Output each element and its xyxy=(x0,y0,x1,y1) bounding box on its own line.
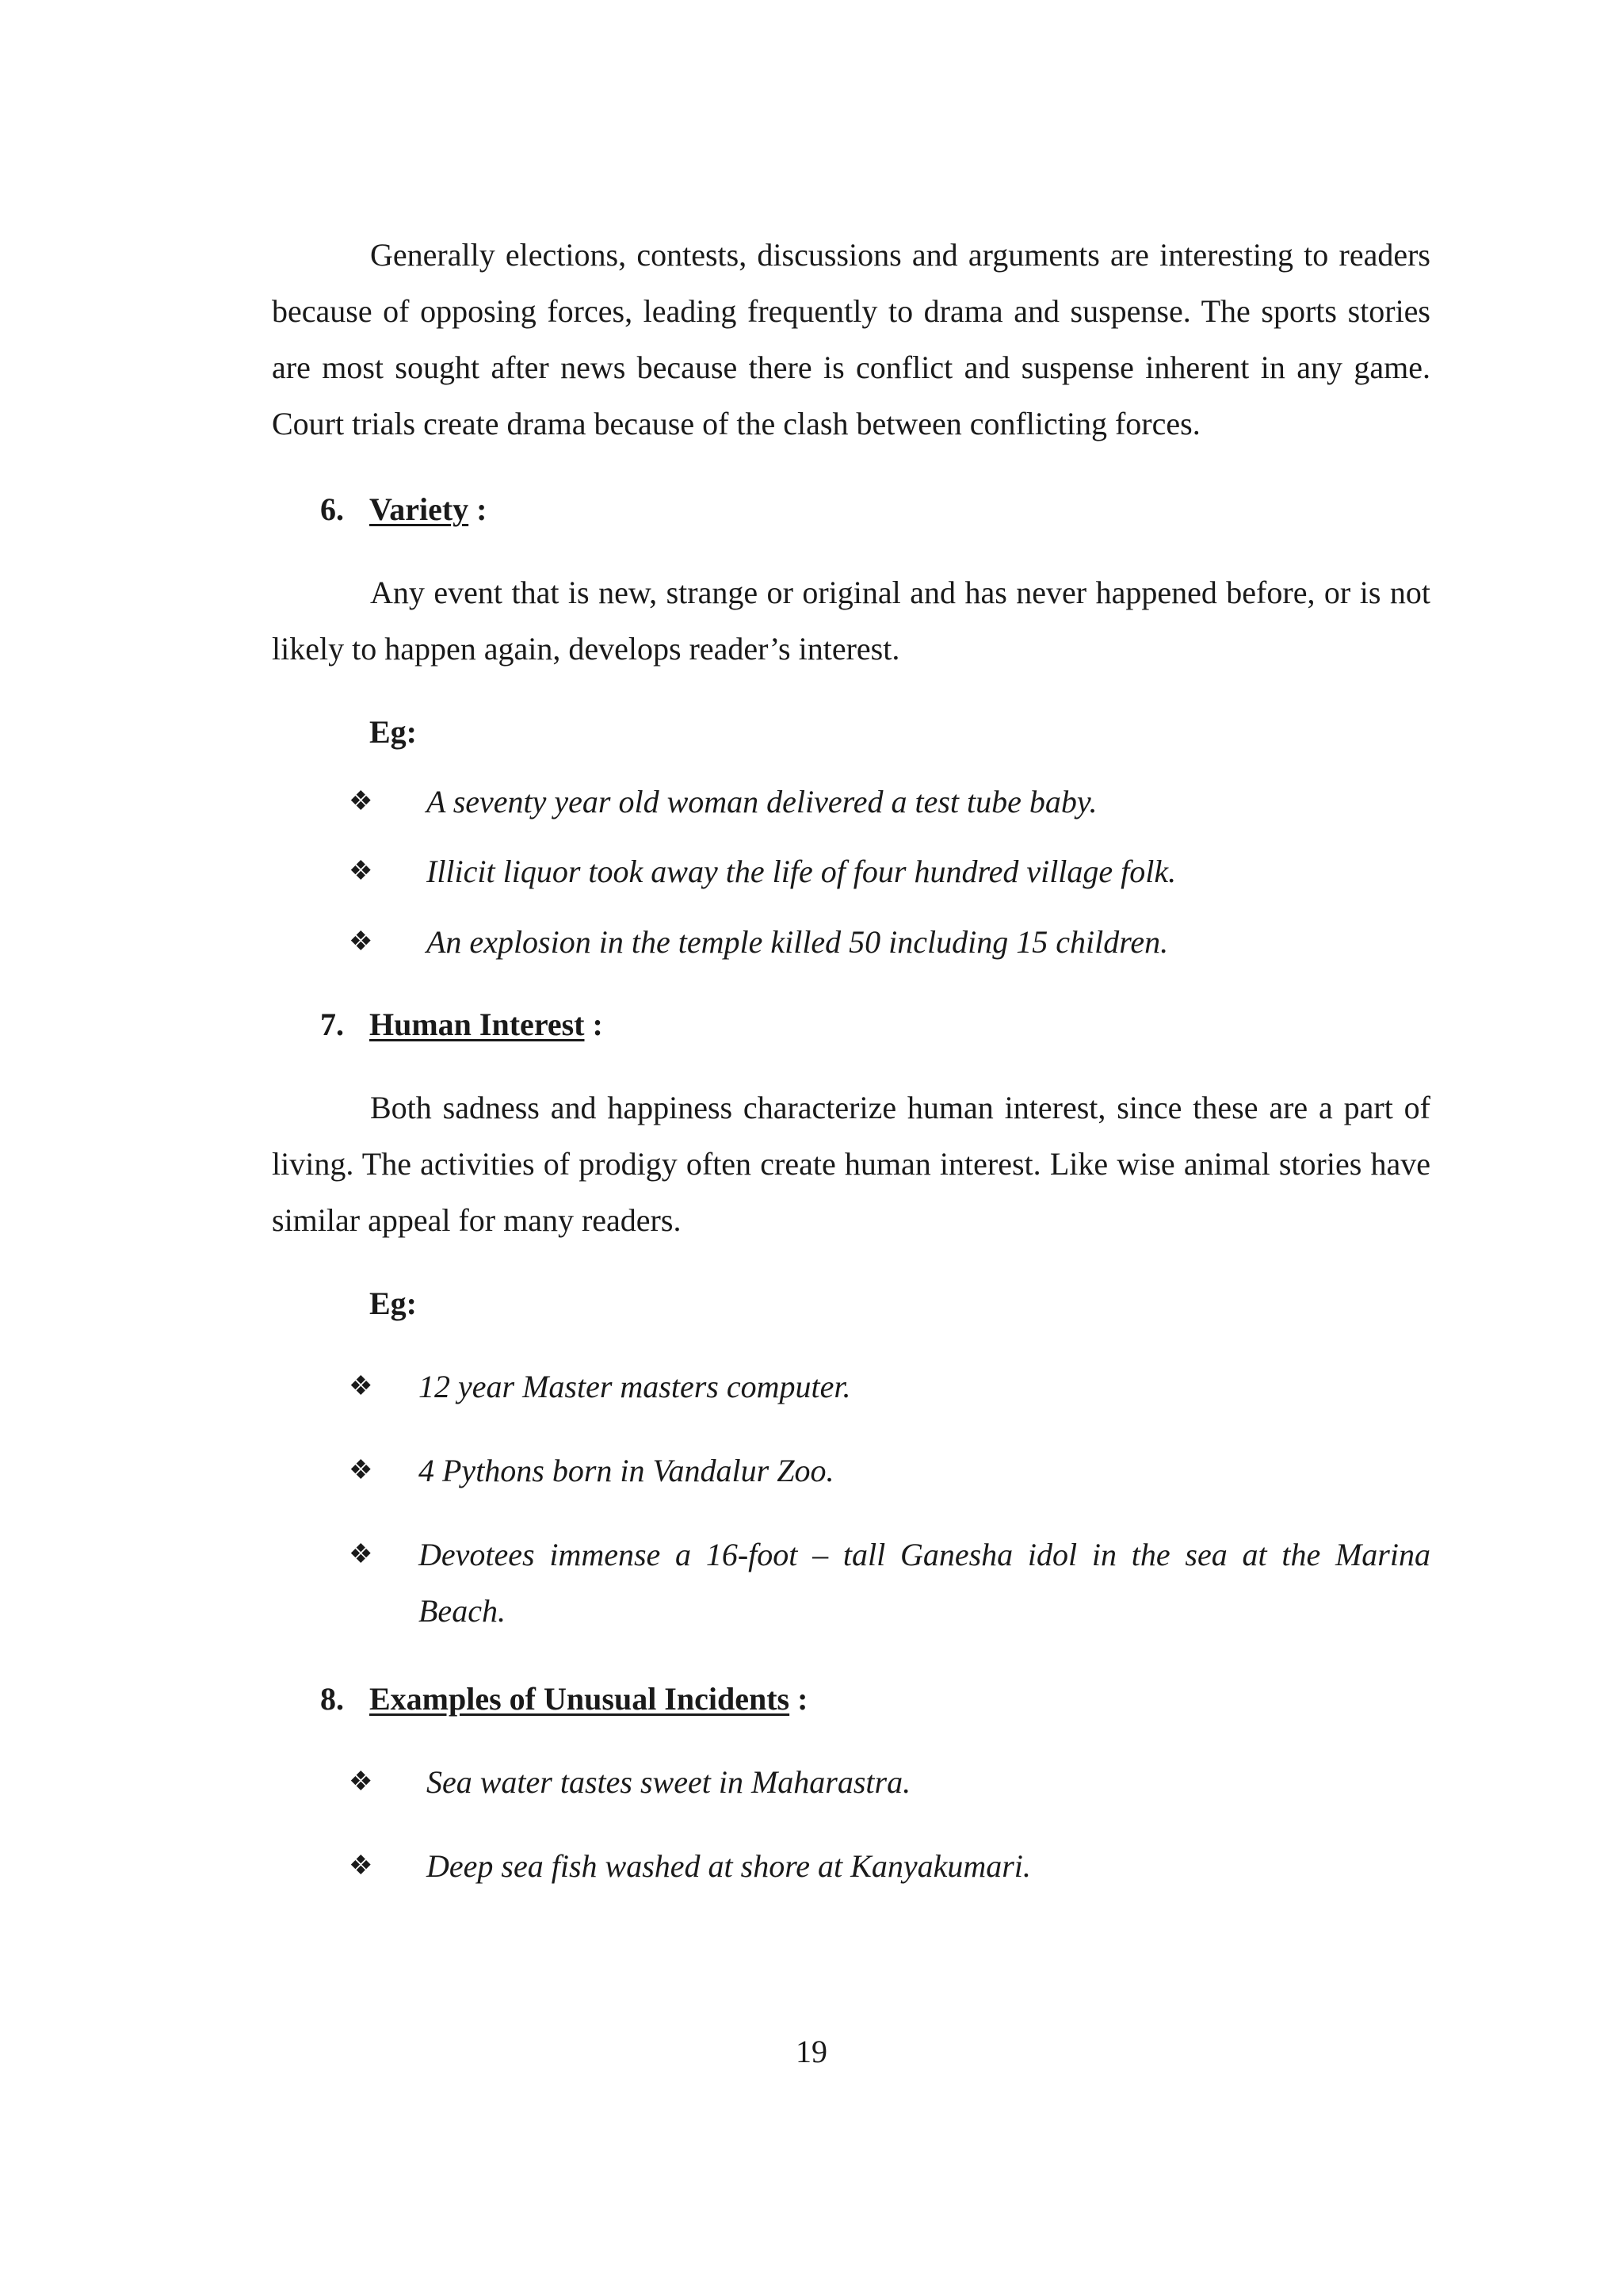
eg-label: Eg: xyxy=(369,714,417,750)
section-heading-unusual-incidents xyxy=(320,1671,808,1727)
list-item-text: 4 Pythons born in Vandalur Zoo. xyxy=(418,1453,834,1488)
intro-paragraph: Generally elections, contests, discussions and arguments are interesting to readers because of opposing forces, leading frequently to drama and suspense. The sports stories are most sought after news because there is conflict and suspense inherent in any game. Court trials create drama because of the clash between conflicting forces. xyxy=(272,237,1430,441)
section-heading-human-interest xyxy=(320,996,603,1052)
list-item xyxy=(349,1358,1430,1415)
section-title: Variety xyxy=(369,491,469,527)
section-suffix: : xyxy=(789,1681,808,1717)
diamond-bullet-icon: ❖ xyxy=(349,1767,373,1797)
diamond-bullet-icon: ❖ xyxy=(349,1540,373,1569)
list-item-text: Deep sea fish washed at shore at Kanyakumari. xyxy=(426,1848,1031,1884)
diamond-bullet-icon: ❖ xyxy=(349,1851,373,1881)
list-item xyxy=(349,1526,1430,1639)
list-item xyxy=(349,1838,1430,1894)
section-suffix: : xyxy=(468,491,487,527)
diamond-bullet-icon: ❖ xyxy=(349,857,373,886)
section-title: Human Interest xyxy=(369,1007,585,1042)
diamond-bullet-icon: ❖ xyxy=(349,787,373,816)
list-item xyxy=(349,843,1430,900)
list-item xyxy=(349,1754,1430,1810)
section-title: Examples of Unusual Incidents xyxy=(369,1681,790,1717)
list-item-text: Devotees immense a 16-foot – tall Ganesha idol in the sea at the Marina Beach. xyxy=(418,1537,1430,1629)
list-item xyxy=(349,1442,1430,1499)
list-item-text: Sea water tastes sweet in Maharastra. xyxy=(426,1764,911,1800)
variety-paragraph: Any event that is new, strange or original and has never happened before, or is not likely to happen again, develops reader’s interest. xyxy=(272,575,1430,667)
section-heading-variety xyxy=(320,481,487,537)
diamond-bullet-icon: ❖ xyxy=(349,1372,373,1401)
human-interest-paragraph: Both sadness and happiness characterize human interest, since these are a part of living. The activities of prodigy often create human interest. Like wise animal stories have similar appeal for many readers. xyxy=(272,1090,1430,1238)
list-item-text: 12 year Master masters computer. xyxy=(418,1369,851,1404)
list-item xyxy=(349,774,1430,830)
list-item-text: An explosion in the temple killed 50 including 15 children. xyxy=(426,924,1169,960)
list-item xyxy=(349,914,1430,970)
eg-label: Eg: xyxy=(369,1286,417,1321)
list-item-text: Illicit liquor took away the life of four hundred village folk. xyxy=(426,854,1177,889)
section-number: 8. xyxy=(320,1681,344,1717)
list-item-text: A seventy year old woman delivered a test tube baby. xyxy=(426,784,1098,819)
section-number: 6. xyxy=(320,491,344,527)
diamond-bullet-icon: ❖ xyxy=(349,1456,373,1485)
section-number: 7. xyxy=(320,1007,344,1042)
section-suffix: : xyxy=(584,1007,603,1042)
page-number: 19 xyxy=(796,2034,827,2069)
diamond-bullet-icon: ❖ xyxy=(349,927,373,957)
